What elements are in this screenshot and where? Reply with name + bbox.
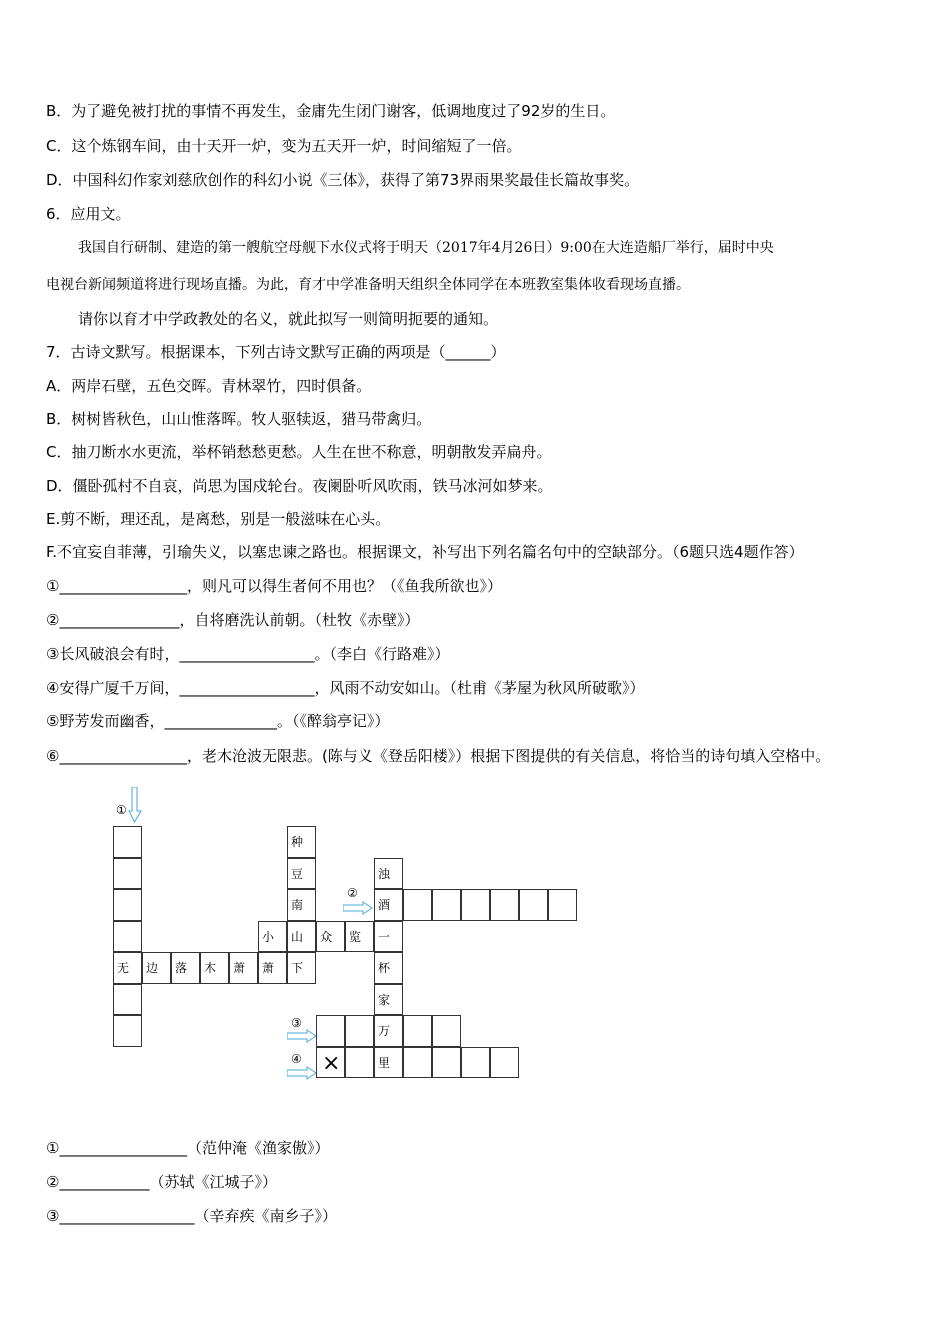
q7-option-e: E.剪不断，理还乱，是离愁，别是一般滋味在心头。	[46, 510, 391, 528]
crossword-cell: 众	[316, 921, 345, 953]
crossword-cell: 萧	[258, 952, 287, 984]
crossword-cell	[432, 889, 461, 921]
crossword-cell	[316, 1015, 345, 1047]
down-arrow-icon	[128, 787, 142, 823]
right-arrow-icon	[343, 901, 373, 915]
crossword-cell	[548, 889, 577, 921]
crossword-cell: 萧	[229, 952, 258, 984]
crossword-cell	[345, 1047, 374, 1079]
crossword-cell	[490, 1047, 519, 1079]
fill-blank-3: ③长风破浪会有时，__________________。（李白《行路难》）	[46, 645, 450, 663]
q7-option-b: B．树树皆秋色，山山惟落晖。牧人驱犊返，猎马带禽归。	[46, 410, 432, 428]
q7-option-c: C．抽刀断水水更流，举杯销愁愁更愁。人生在世不称意，明朝散发弄扁舟。	[46, 443, 552, 461]
question-6-paragraph-2: 电视台新闻频道将进行现场直播。为此，育才中学准备明天组织全体同学在本班教室集体收看现场直播。	[46, 277, 690, 293]
marker-3: ③	[291, 1016, 302, 1030]
crossword-cell	[432, 1015, 461, 1047]
crossword-cell	[403, 1015, 432, 1047]
crossword-cell	[345, 1015, 374, 1047]
crossword-cell	[113, 858, 142, 890]
option-b: B．为了避免被打扰的事情不再发生，金庸先生闭门谢客，低调地度过了92岁的生日。	[46, 102, 616, 120]
answer-1: ①_________________（范仲淹《渔家傲》）	[46, 1139, 330, 1157]
crossword-cell: 豆	[287, 858, 316, 890]
crossword-cell	[403, 889, 432, 921]
crossword-cell: 里	[374, 1047, 403, 1079]
crossword-cell: 边	[142, 952, 171, 984]
fill-blank-4: ④安得广厦千万间，__________________，风雨不动安如山。（杜甫《茅屋为秋风所破歌》）	[46, 679, 645, 697]
crossword-cell: 种	[287, 826, 316, 858]
crossword-cell: 无	[113, 952, 142, 984]
question-6-instruction: 请你以育才中学政教处的名义，就此拟写一则简明扼要的通知。	[78, 310, 499, 328]
answer-2: ②____________（苏轼《江城子》）	[46, 1173, 277, 1191]
q7-option-a: A．两岸石壁，五色交晖。青林翠竹，四时俱备。	[46, 377, 372, 395]
question-6-title: 6．应用文。	[46, 205, 131, 223]
crossword-cell	[461, 889, 490, 921]
crossword-cell: 小	[258, 921, 287, 953]
answer-3: ③__________________（辛弃疾《南乡子》）	[46, 1207, 337, 1225]
fill-blank-2: ②________________，自将磨洗认前朝。（杜牧《赤壁》）	[46, 611, 420, 629]
marker-1: ①	[116, 803, 127, 817]
option-c: C．这个炼钢车间，由十天开一炉，变为五天开一炉，时间缩短了一倍。	[46, 137, 522, 155]
question-7-title: 7．古诗文默写。根据课本，下列古诗文默写正确的两项是（______）	[46, 343, 506, 361]
crossword-cell	[490, 889, 519, 921]
q7-option-f: F.不宜妄自菲薄，引瑜失义，以塞忠谏之路也。根据课文，补写出下列名篇名句中的空缺部分。（6题只选4题作答）	[46, 543, 804, 561]
q7-option-d: D．僵卧孤村不自哀，尚思为国戍轮台。夜阑卧听风吹雨，铁马冰河如梦来。	[46, 477, 553, 495]
marker-4: ④	[291, 1052, 302, 1066]
marker-2: ②	[347, 886, 358, 900]
fill-blank-1: ①_________________，则凡可以得生者何不用也？（《鱼我所欲也》）	[46, 577, 502, 595]
crossword-cell: 万	[374, 1015, 403, 1047]
right-arrow-icon	[287, 1029, 317, 1043]
crossword-cell	[461, 1047, 490, 1079]
crossword-cell	[403, 1047, 432, 1079]
crossword-cell: 一	[374, 921, 403, 953]
crossword-cell: 酒	[374, 889, 403, 921]
crossword-cell: 落	[171, 952, 200, 984]
crossword-cell	[113, 826, 142, 858]
crossword-cell	[113, 984, 142, 1016]
crossword-cell: 南	[287, 889, 316, 921]
crossword-cell: 杯	[374, 952, 403, 984]
crossword-cell: 下	[287, 952, 316, 984]
crossword-cell-blocked: ×	[316, 1047, 345, 1079]
option-d: D．中国科幻作家刘慈欣创作的科幻小说《三体》，获得了第73界雨果奖最佳长篇故事奖。	[46, 171, 640, 189]
crossword-cell	[113, 921, 142, 953]
question-6-paragraph-1: 我国自行研制、建造的第一艘航空母舰下水仪式将于明天（2017年4月26日）9:00在大连造船厂举行，届时中央	[78, 240, 774, 256]
crossword-cell	[113, 1015, 142, 1047]
crossword-cell: 山	[287, 921, 316, 953]
crossword-cell	[113, 889, 142, 921]
crossword-cell: 浊	[374, 858, 403, 890]
crossword-cell: 家	[374, 984, 403, 1016]
crossword-cell: 木	[200, 952, 229, 984]
crossword-cell	[432, 1047, 461, 1079]
right-arrow-icon	[287, 1066, 317, 1080]
crossword-cell	[519, 889, 548, 921]
crossword-cell: 览	[345, 921, 374, 953]
fill-blank-6: ⑥_________________，老木沧波无限悲。(陈与义《登岳阳楼》）根据下图提供的有关信息，将恰当的诗句填入空格中。	[46, 747, 831, 765]
fill-blank-5: ⑤野芳发而幽香，_______________。（《醉翁亭记》）	[46, 712, 390, 730]
